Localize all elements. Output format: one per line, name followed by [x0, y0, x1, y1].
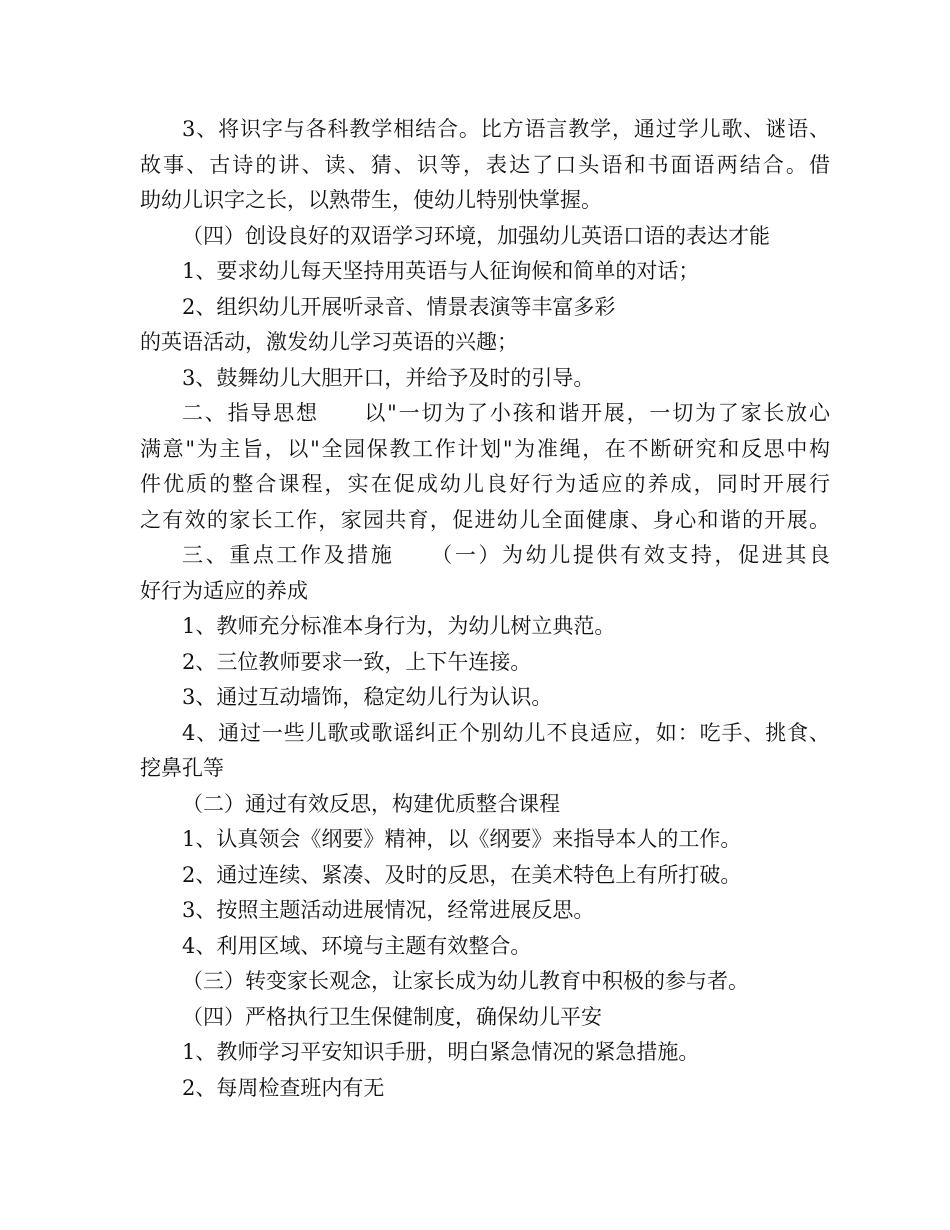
text-line: 1、认真领会《纲要》精神，以《纲要》来指导本人的工作。: [182, 827, 742, 851]
text-line: 2、通过连续、紧凑、及时的反思，在美术特色上有所打破。: [182, 862, 742, 887]
text-line: 3、鼓舞幼儿大胆开口，并给予及时的引导。: [182, 365, 595, 390]
section-heading: 二、指导思想 以"一切为了小孩和谐开展，一切为了家长放心: [182, 401, 830, 425]
text-line: 之有效的家长工作，家园共育，促进幼儿全面健康、身心和谐的开展。: [140, 507, 830, 532]
section-heading: （四）创设良好的双语学习环境，加强幼儿英语口语的表达才能: [182, 223, 770, 248]
text-line: 2、三位教师要求一致，上下午连接。: [182, 649, 532, 674]
text-line: 4、利用区域、环境与主题有效整合。: [182, 933, 532, 958]
text-line: 4、通过一些儿歌或歌谣纠正个别幼儿不良适应，如：吃手、挑食、: [182, 720, 830, 745]
text-line: 3、通过互动墙饰，稳定幼儿行为认识。: [182, 685, 553, 709]
section-heading: （四）严格执行卫生保健制度，确保幼儿平安: [182, 1004, 602, 1029]
document-body: [140, 112, 830, 1106]
section-heading: （二）通过有效反思，构建优质整合课程: [182, 791, 560, 816]
text-line: 助幼儿识字之长，以熟带生，使幼儿特别快掌握。: [140, 188, 602, 212]
text-line: 的英语活动，激发幼儿学习英语的兴趣；: [140, 330, 518, 354]
text-line: 1、要求幼儿每天坚持用英语与人征询候和简单的对话；: [182, 259, 700, 283]
text-line: 2、组织幼儿开展听录音、情景表演等丰富多彩: [182, 294, 616, 319]
text-line: 1、教师学习平安知识手册，明白紧急情况的紧急措施。: [182, 1040, 700, 1064]
text-line: 件优质的整合课程，实在促成幼儿良好行为适应的养成，同时开展行: [140, 472, 830, 496]
section-heading: （三）转变家长观念，让家长成为幼儿教育中积极的参与者。: [182, 969, 749, 993]
text-line: 1、教师充分标准本身行为，为幼儿树立典范。: [182, 614, 616, 638]
text-line: 故事、古诗的讲、读、猜、识等，表达了口头语和书面语两结合。借: [140, 152, 830, 177]
section-heading: 三、重点工作及措施 （一）为幼儿提供有效支持，促进其良: [182, 543, 830, 567]
text-line: 满意"为主旨，以"全园保教工作计划"为准绳，在不断研究和反思中构: [140, 436, 830, 461]
text-line: 3、将识字与各科教学相结合。比方语言教学，通过学儿歌、谜语、: [182, 117, 830, 141]
text-line: 挖鼻孔等: [140, 756, 224, 780]
text-line: 3、按照主题活动进展情况，经常进展反思。: [182, 898, 595, 922]
text-line: 2、每周检查班内有无: [182, 1075, 385, 1100]
text-line: 好行为适应的养成: [140, 578, 308, 603]
